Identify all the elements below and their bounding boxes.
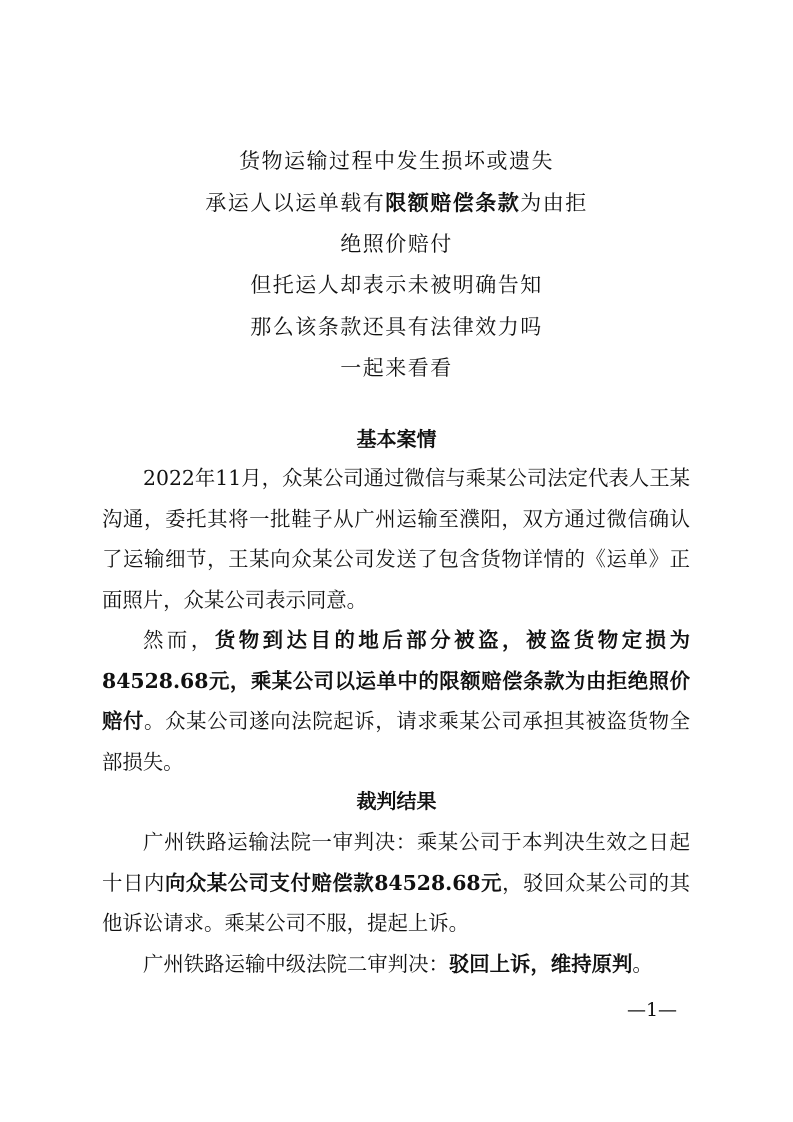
- case-basics-paragraph-2-start: 然而，: [143, 628, 215, 652]
- page-number: —1—: [626, 999, 678, 1021]
- section-heading-case-basics: 基本案情: [356, 427, 437, 451]
- intro-emphasis-limit-clause: 限额赔偿条款: [385, 190, 521, 216]
- intro-line-6: 一起来看看: [340, 355, 453, 380]
- case-basics-emphasis-theft-loss: 货物到达目的地后部分被盗，被盗货物定损为84528.68元，乘某公司以运单中的限额赔偿条款为由拒绝照价赔付: [102, 628, 690, 734]
- intro-line-4: 但托运人却表示未被明确告知: [250, 273, 543, 298]
- intro-line-2-start: 承运人以运单载有: [205, 191, 386, 216]
- case-basics-paragraph-1: 2022年11月，众某公司通过微信与乘某公司法定代表人王某沟通，委托其将一批鞋子从广州运输至濮阳，双方通过微信确认了运输细节，王某向众某公司发送了包含货物详情的《运单》正面照片，众某公司表示同意。: [102, 466, 690, 612]
- intro-line-2-end: 为由拒: [520, 191, 588, 216]
- intro-block: [0, 141, 793, 389]
- judgment-emphasis-compensation: 向众某公司支付赔偿款84528.68元: [164, 870, 503, 895]
- judgment-paragraph-1-end: ，驳回众某公司的其他诉讼请求。乘某公司不服，提起上诉。: [102, 870, 691, 936]
- case-basics-paragraph-2: [102, 620, 690, 782]
- intro-line-1: 货物运输过程中发生损坏或遗失: [239, 149, 554, 173]
- intro-line-5: 那么该条款还具有法律效力吗: [250, 314, 543, 339]
- intro-line-3: 绝照价赔付: [340, 231, 453, 256]
- section-heading-judgment: 裁判结果: [356, 789, 437, 813]
- judgment-paragraph-1: [102, 822, 690, 944]
- judgment-emphasis-appeal-rejected: 驳回上诉，维持原判: [448, 952, 633, 976]
- judgment-paragraph-2-end: 。: [632, 952, 653, 976]
- judgment-paragraph-2-start: 广州铁路运输中级法院二审判决：: [143, 952, 449, 976]
- judgment-paragraph-2: [102, 944, 690, 985]
- intro-line-2: [0, 182, 793, 223]
- judgment-paragraph-1-start: 广州铁路运输法院一审判决：乘某公司于本判决生效之日起十日内: [102, 830, 690, 895]
- case-basics-paragraph-2-end: 。众某公司遂向法院起诉，请求乘某公司承担其被盗货物全部损失。: [102, 709, 690, 774]
